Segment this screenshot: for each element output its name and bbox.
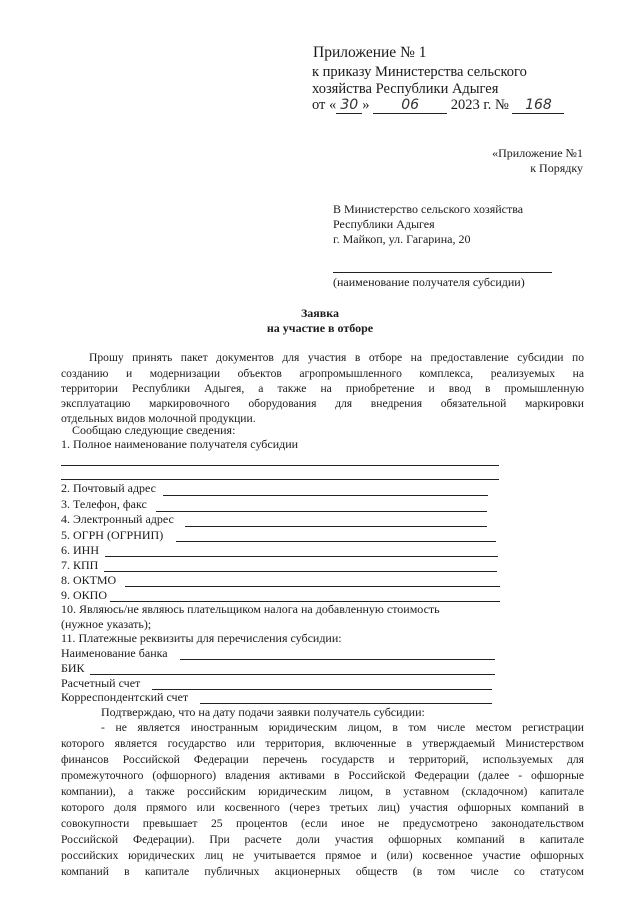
intro-line-5: отдельных видов молочной продукции. <box>61 412 256 425</box>
addressee-line1: В Министерство сельского хозяйства <box>333 202 524 216</box>
field-phone-label: 3. Телефон, факс <box>61 497 147 511</box>
field-vat-note: (нужное указать); <box>61 617 152 631</box>
appendix-line2: к приказу Министерства сельского <box>312 64 527 80</box>
field-inn-line[interactable] <box>105 556 498 557</box>
confirm-line-4: промежуточного (офшорного) владения активами в Российской Федерации (далее - офшорные <box>61 769 584 782</box>
field-bank-line[interactable] <box>180 659 495 660</box>
intro-line-1: Прошу принять пакет документов для участия в отборе на предоставление субсидии по <box>89 351 584 364</box>
field-postal-address-label: 2. Почтовый адрес <box>61 481 157 495</box>
intro-line-3: территории Республики Адыгея, а также на приобретение и ввод в промышленную <box>61 382 584 395</box>
order-number: 168 <box>512 97 564 114</box>
field-account-line[interactable] <box>152 689 492 690</box>
field-payment-details-label: 11. Платежные реквизиты для перечисления субсидии: <box>61 631 342 645</box>
field-vat-label: 10. Являюсь/не являюсь плательщиком налога на добавленную стоимость <box>61 602 440 616</box>
recipient-caption: (наименование получателя субсидии) <box>333 275 525 289</box>
addressee-line3: г. Майкоп, ул. Гагарина, 20 <box>333 232 471 246</box>
form-subtitle: на участие в отборе <box>266 321 374 335</box>
field-bik-line[interactable] <box>90 674 495 675</box>
field-kpp-line[interactable] <box>104 571 497 572</box>
appendix-order-line2: к Порядку <box>530 161 583 175</box>
field-corr-account-line[interactable] <box>200 703 492 704</box>
field-account-label: Расчетный счет <box>61 676 141 690</box>
report-intro: Сообщаю следующие сведения: <box>72 423 236 437</box>
date-year: 2023 г. № <box>450 97 509 113</box>
field-okpo-label: 9. ОКПО <box>61 588 108 602</box>
field-full-name-line-2 <box>61 479 499 480</box>
confirm-line-5: компании), а также российским юридическим лицом, в уставном (складочном) капитале <box>61 785 584 798</box>
confirm-line-9: российских юридических лиц не учитывается прямое и (или) косвенное участие офшорных <box>61 849 584 862</box>
field-postal-address-line[interactable] <box>163 495 488 496</box>
appendix-title: Приложение № 1 <box>313 44 427 61</box>
appendix-order-line1: «Приложение №1 <box>492 146 583 160</box>
field-bank-label: Наименование банка <box>61 646 168 660</box>
field-inn-label: 6. ИНН <box>61 543 99 557</box>
field-kpp-label: 7. КПП <box>61 558 99 572</box>
appendix-date-line <box>312 97 564 114</box>
field-oktmo-label: 8. ОКТМО <box>61 573 117 587</box>
confirm-line-8: Российской Федерации). При расчете доли участия офшорных компаний в капитале <box>61 833 584 846</box>
appendix-line3: хозяйства Республики Адыгея <box>312 81 499 97</box>
field-bik-label: БИК <box>61 661 85 675</box>
intro-line-4: эксплуатацию маркировочного оборудования для внедрения обязательной маркировки <box>61 397 584 410</box>
recipient-name-line <box>333 272 552 273</box>
confirm-line-7: совокупности превышает 25 процентов (если иное не предусмотрено законодательством <box>61 817 584 830</box>
date-month: 06 <box>373 97 447 114</box>
confirm-line-3: финансов Российской Федерации перечень государств и территорий, используемых для <box>61 753 584 766</box>
field-email-line[interactable] <box>185 526 487 527</box>
field-corr-account-label: Корреспондентский счет <box>61 690 189 704</box>
confirm-line-1: - не является иностранным юридическим лицом, в том числе местом регистрации <box>101 721 584 734</box>
date-prefix: от « <box>312 97 337 113</box>
form-title: Заявка <box>300 306 340 320</box>
date-day: 30 <box>336 97 362 114</box>
confirm-line-10: компаний в капитале публичных акционерных обществ (в том числе со статусом <box>61 865 584 878</box>
confirm-line-2: которого является государство или территория, включенные в утверждаемый Министерством <box>61 737 584 750</box>
field-phone-line[interactable] <box>156 511 487 512</box>
confirm-intro: Подтверждаю, что на дату подачи заявки получатель субсидии: <box>101 705 425 719</box>
addressee-line2: Республики Адыгея <box>333 217 435 231</box>
field-email-label: 4. Электронный адрес <box>61 512 174 526</box>
intro-line-2: созданию и модернизации объектов агропромышленного комплекса, реализуемых на <box>61 367 584 380</box>
confirm-line-6: которого доля прямого или косвенного (через третьих лиц) участия офшорных компаний в <box>61 801 584 814</box>
field-full-name-label: 1. Полное наименование получателя субсидии <box>61 437 299 451</box>
field-full-name-line-1 <box>61 465 499 466</box>
field-ogrn-line[interactable] <box>176 541 496 542</box>
field-oktmo-line[interactable] <box>125 586 500 587</box>
date-mid: » <box>362 97 370 113</box>
field-ogrn-label: 5. ОГРН (ОГРНИП) <box>61 528 164 542</box>
